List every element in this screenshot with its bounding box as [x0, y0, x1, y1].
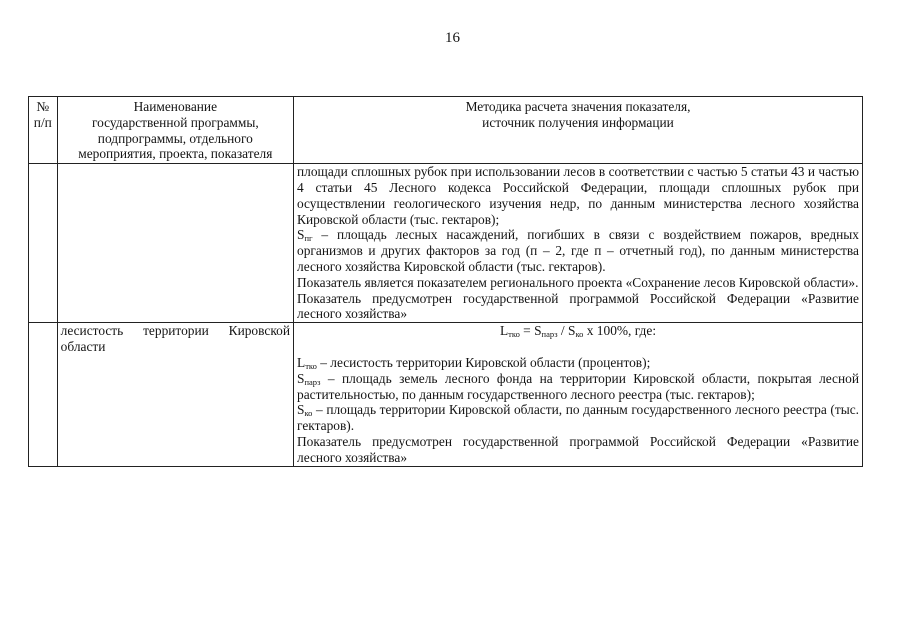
formula-symbol: S [534, 323, 542, 339]
header-name-line: государственной программы, [91, 114, 259, 130]
symbol: S [297, 402, 305, 418]
symbol-subscript: ко [304, 408, 313, 419]
method-paragraph [297, 371, 859, 403]
header-name-line: мероприятия, проекта, показателя [78, 146, 273, 162]
symbol-subscript: тко [305, 360, 317, 371]
row-number-cell [29, 323, 58, 466]
header-method-line: Методика расчета значения показателя, [465, 99, 691, 114]
formula-symbol: S [568, 323, 576, 339]
header-name-line: Наименование [133, 99, 218, 114]
method-paragraph: площади сплошных рубок при использовании лесов в соответствии с частью 5 статьи 43 и частью 4 статьи 45 Лесного кодекса Российской Федерации, площади сплошных рубок при осуществлении геологического изучения недр, по данным министерства лесного хозяйства Кировской области (тыс. гектаров); [297, 164, 859, 227]
symbol-subscript: пг [304, 233, 313, 244]
header-number-line: № [36, 99, 50, 114]
symbol: L [297, 354, 306, 370]
method-paragraph: Показатель является показателем регионального проекта «Сохранение лесов Кировской области». [297, 274, 859, 290]
table-row [29, 164, 863, 323]
definition-text: – лесистость территории Кировской области (процентов); [316, 354, 651, 370]
header-name [57, 97, 293, 164]
method-paragraph [297, 355, 859, 371]
formula-operator: / [557, 323, 568, 339]
definition-text: – площадь земель лесного фонда на территории Кировской области, покрытая лесной растительностью, по данным государственного лесного реестра (тыс. гектаров); [297, 370, 859, 402]
row-method-cell [294, 164, 863, 323]
definition-text: – площадь территории Кировской области, по данным государственного лесного реестра (тыс. гектаров). [297, 402, 859, 434]
method-paragraph: Показатель предусмотрен государственной программой Российской Федерации «Развитие лесного хозяйства» [297, 290, 859, 322]
formula-subscript: парз [541, 329, 558, 340]
page-number: 16 [445, 30, 460, 46]
row-name-cell [57, 164, 293, 323]
header-name-line: подпрограммы, отдельного [97, 130, 253, 146]
method-paragraph [297, 402, 859, 434]
formula-tail: x 100%, где: [583, 323, 657, 339]
formula-subscript: ко [575, 329, 584, 340]
formula [297, 323, 859, 339]
row-number-cell [29, 164, 58, 323]
indicator-table [28, 96, 863, 467]
table-row [29, 323, 863, 466]
row-name-cell: лесистость территории Кировской области [57, 323, 293, 466]
symbol-subscript: парз [304, 376, 321, 387]
definition-text: – площадь лесных насаждений, погибших в связи с воздействием пожаров, вредных организмов и других факторов за год (п – 2, где п – отчетный год), по данным министерства лесного хозяйства Кировской области (тыс. гектаров). [297, 227, 859, 274]
header-number-line: п/п [33, 114, 52, 130]
formula-subscript: тко [508, 329, 520, 340]
row-method-cell [294, 323, 863, 466]
header-method-line: источник получения информации [482, 114, 674, 130]
table-header-row [29, 97, 863, 164]
header-number [29, 97, 58, 164]
symbol: S [297, 370, 305, 386]
header-method [294, 97, 863, 164]
method-paragraph: Показатель предусмотрен государственной программой Российской Федерации «Развитие лесного хозяйства» [297, 433, 859, 465]
symbol: S [297, 227, 305, 243]
method-paragraph [297, 227, 859, 274]
formula-symbol: L [499, 323, 509, 339]
formula-operator: = [519, 323, 535, 339]
